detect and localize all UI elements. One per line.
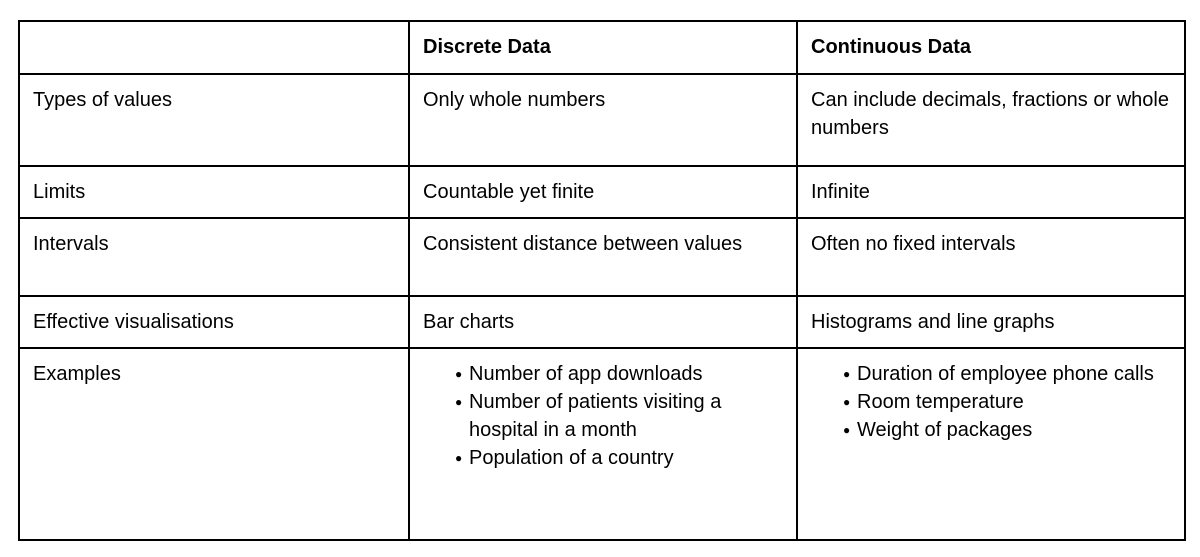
list-item	[811, 388, 1170, 416]
list-item-text: Room temperature	[857, 391, 1024, 413]
list-item-text: Number of app downloads	[469, 363, 703, 385]
row-label: Limits	[19, 166, 409, 218]
bullet-icon: ●	[843, 423, 851, 437]
list-item-text: Duration of employee phone calls	[857, 363, 1154, 385]
bullet-icon: ●	[843, 367, 851, 381]
discrete-cell: Bar charts	[409, 296, 797, 348]
column-header-discrete: Discrete Data	[409, 21, 797, 74]
table-row-types-of-values	[19, 74, 1185, 166]
table-row-intervals	[19, 218, 1185, 296]
list-item	[423, 388, 782, 444]
list-item	[423, 360, 782, 388]
table-row-limits	[19, 166, 1185, 218]
row-label: Intervals	[19, 218, 409, 296]
continuous-examples-list	[811, 360, 1170, 444]
comparison-table	[18, 20, 1186, 541]
row-label: Examples	[19, 348, 409, 540]
bullet-icon: ●	[455, 367, 463, 381]
row-label: Types of values	[19, 74, 409, 166]
bullet-icon: ●	[455, 395, 463, 409]
table-row-examples	[19, 348, 1185, 540]
discrete-examples-list	[423, 360, 782, 472]
table-row-effective-visualisations	[19, 296, 1185, 348]
continuous-cell: Often no fixed intervals	[797, 218, 1185, 296]
discrete-cell: Consistent distance between values	[409, 218, 797, 296]
table-header-row	[19, 21, 1185, 74]
discrete-examples-cell	[409, 348, 797, 540]
continuous-cell: Can include decimals, fractions or whole numbers	[797, 74, 1185, 166]
list-item-text: Number of patients visiting a hospital in a month	[469, 391, 722, 441]
list-item-text: Population of a country	[469, 447, 674, 469]
discrete-cell: Countable yet finite	[409, 166, 797, 218]
column-header-continuous: Continuous Data	[797, 21, 1185, 74]
corner-cell	[19, 21, 409, 74]
discrete-cell: Only whole numbers	[409, 74, 797, 166]
continuous-cell: Histograms and line graphs	[797, 296, 1185, 348]
list-item	[811, 360, 1170, 388]
list-item-text: Weight of packages	[857, 419, 1033, 441]
row-label: Effective visualisations	[19, 296, 409, 348]
list-item	[811, 416, 1170, 444]
bullet-icon: ●	[455, 451, 463, 465]
continuous-examples-cell	[797, 348, 1185, 540]
list-item	[423, 444, 782, 472]
continuous-cell: Infinite	[797, 166, 1185, 218]
bullet-icon: ●	[843, 395, 851, 409]
